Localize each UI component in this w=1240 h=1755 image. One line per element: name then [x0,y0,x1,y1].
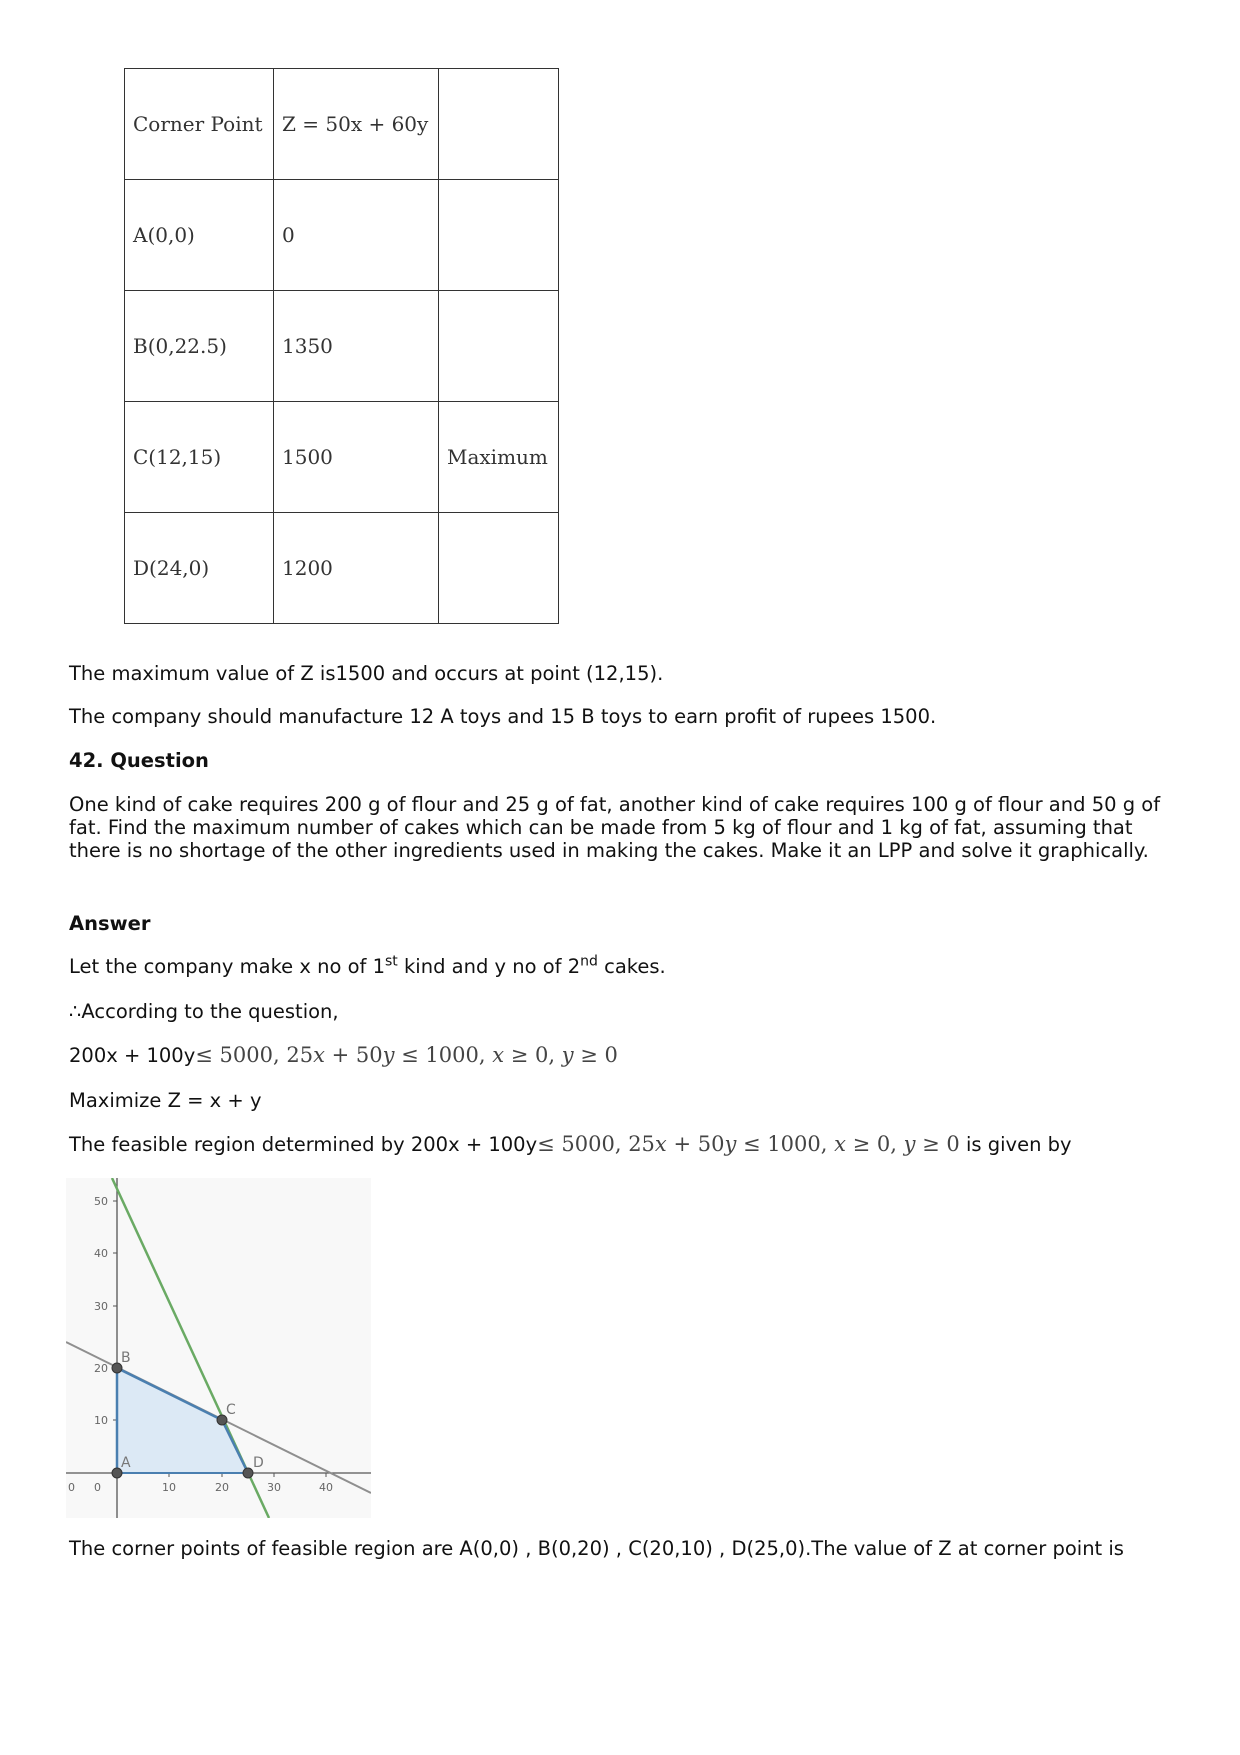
table-cell: B(0,22.5) [125,291,274,402]
x-tick-label: 0 [94,1481,101,1494]
table-cell [439,513,559,624]
feasible-suffix: is given by [959,1133,1072,1156]
table-header-row [125,69,559,180]
table-cell: 1350 [274,291,439,402]
constraint-line [69,1044,1179,1067]
table-cell: Z = 50x + 60y [274,69,439,180]
point-label-d: D [253,1455,264,1471]
table-row [125,513,559,624]
question-body: One kind of cake requires 200 g of flour and 25 g of fat, another kind of cake requires 100 g of flour and 50 g of fat. Find the maximum number of cakes which can be made from 5 kg of flour and 1 kg of fat, assuming that there is no shortage of the other ingredients used in making the cakes. Make it an LPP and solve it graphically. [69,793,1161,862]
answer-heading: Answer [69,912,151,935]
table-cell [439,180,559,291]
feasible-math: ≤ 5000, 25x + 50y ≤ 1000, x ≥ 0, y ≥ 0 [537,1132,960,1156]
question-heading: 42. Question [69,749,209,772]
feasible-region-graph [66,1178,371,1518]
x-tick-label: 40 [319,1481,333,1494]
table-cell [439,291,559,402]
table-cell: C(12,15) [125,402,274,513]
constraint-math: ≤ 5000, 25x + 50y ≤ 1000, x ≥ 0, y ≥ 0 [195,1043,618,1067]
feasible-prefix: The feasible region determined by 200x + 100y [69,1133,538,1156]
y-tick-label: 40 [94,1247,108,1260]
point-label-a: A [121,1455,131,1471]
superscript-nd: nd [580,953,598,970]
feasible-line [69,1133,1179,1156]
table-cell: Maximum [439,402,559,513]
y-tick-label: 10 [94,1414,108,1427]
maximize-text: Maximize Z = x + y [69,1089,262,1112]
manufacture-text: The company should manufacture 12 A toys and 15 B toys to earn profit of rupees 1500. [69,705,937,728]
table-cell: 1200 [274,513,439,624]
according-text: ∴According to the question, [69,1000,339,1023]
table-row [125,402,559,513]
corner-point-d [243,1468,253,1478]
let-statement [69,955,1179,978]
table-cell: 1500 [274,402,439,513]
y-tick-label: 50 [94,1195,108,1208]
table-row [125,180,559,291]
point-label-c: C [226,1402,236,1418]
let-text-1: Let the company make x no of 1 [69,955,385,978]
let-text-2: kind and y no of 2 [397,955,581,978]
corner-points-text: The corner points of feasible region are A(0,0) , B(0,20) , C(20,10) , D(25,0).The value of Z at corner point is [69,1537,1124,1560]
corner-point-table [124,68,559,624]
constraint-prefix: 200x + 100y [69,1044,196,1067]
table-cell [439,69,559,180]
superscript-st: st [385,953,398,970]
let-text-3: cakes. [597,955,666,978]
x-tick-label: 30 [267,1481,281,1494]
y-tick-label: 20 [94,1362,108,1375]
table-cell: A(0,0) [125,180,274,291]
table-row [125,291,559,402]
table-cell: Corner Point [125,69,274,180]
x-tick-label: 0 [68,1481,75,1494]
max-value-text: The maximum value of Z is1500 and occurs at point (12,15). [69,662,664,685]
point-label-b: B [121,1350,131,1366]
y-tick-label: 30 [94,1300,108,1313]
table-cell: 0 [274,180,439,291]
x-tick-label: 20 [215,1481,229,1494]
table-cell: D(24,0) [125,513,274,624]
x-tick-label: 10 [162,1481,176,1494]
